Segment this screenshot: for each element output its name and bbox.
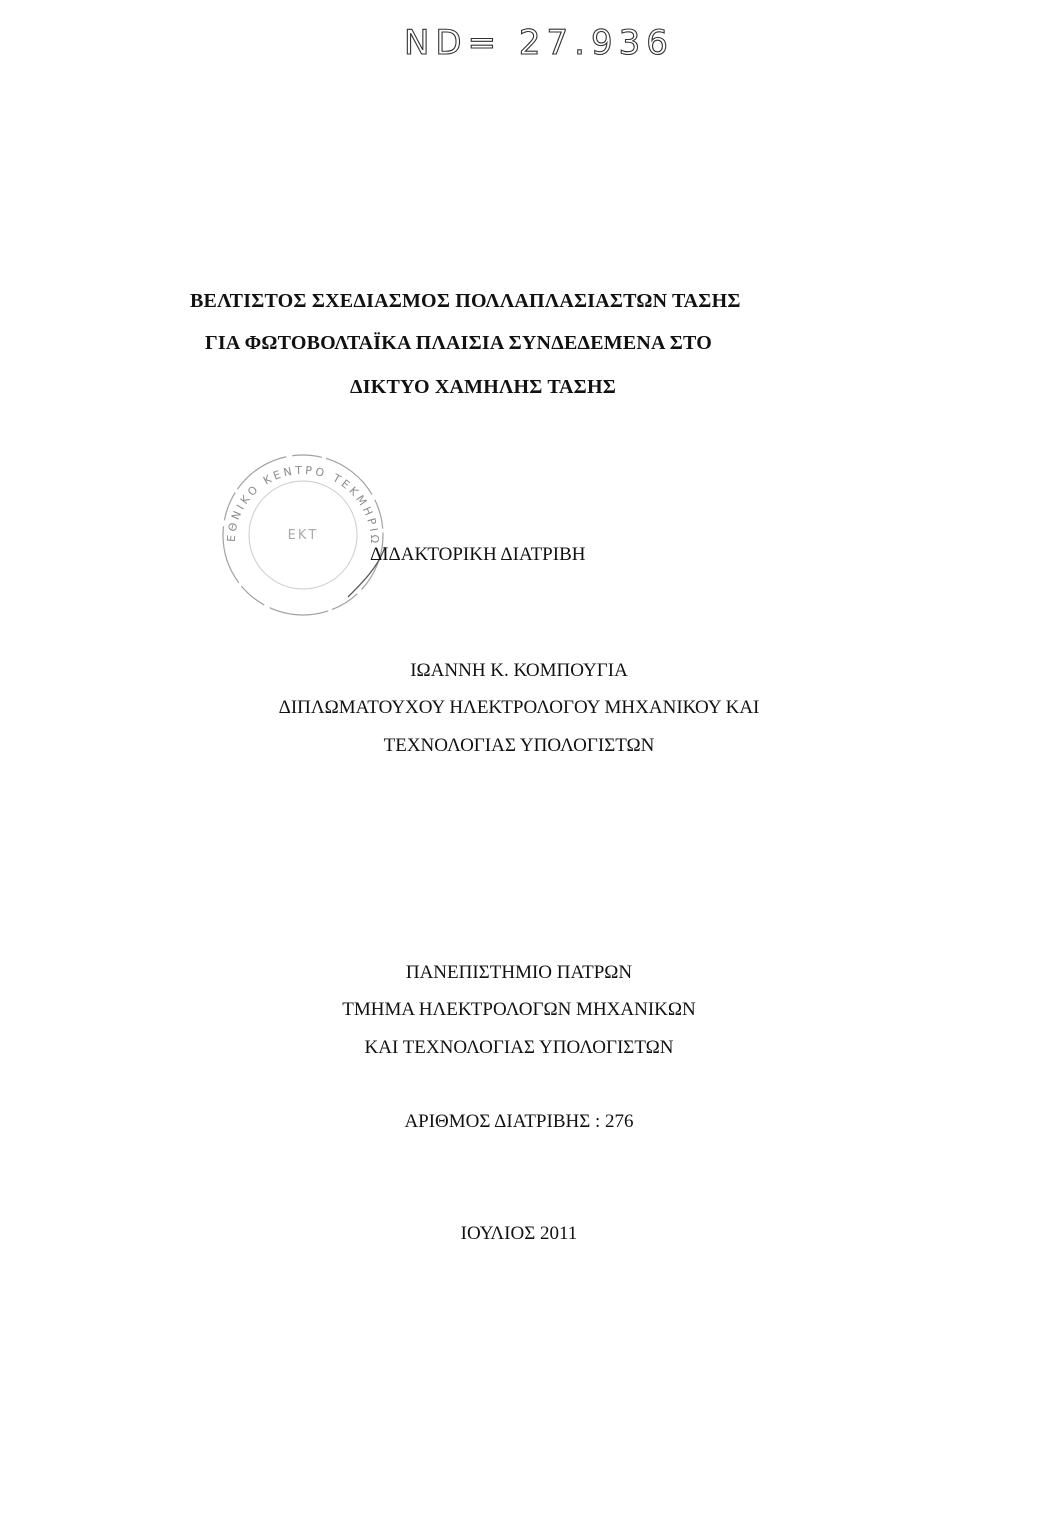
- handwritten-catalog-mark: [400, 18, 720, 68]
- stamp-seal-graphic: [213, 447, 393, 622]
- thesis-number: ΑΡΙΘΜΟΣ ΔΙΑΤΡΙΒΗΣ : 276: [404, 1111, 634, 1132]
- title-line-1: ΒΕΛΤΙΣΤΟΣ ΣΧΕΔΙΑΣΜΟΣ ΠΟΛΛΑΠΛΑΣΙΑΣΤΩΝ ΤΑΣΗΣ: [190, 290, 741, 312]
- stamp-center-text: ΕΚΤ: [287, 528, 319, 543]
- library-stamp: [213, 447, 393, 622]
- stamp-ring-text: ΕΘΝΙΚΟ ΚΕΝΤΡΟ ΤΕΚΜΗΡΙΩ: [224, 463, 382, 547]
- submission-date: ΙΟΥΛΙΟΣ 2011: [460, 1223, 578, 1244]
- handwritten-mark-drawing: [400, 18, 720, 68]
- title-line-2: ΓΙΑ ΦΩΤΟΒΟΛΤΑΪΚΑ ΠΛΑΙΣΙΑ ΣΥΝΔΕΔΕΜΕΝΑ ΣΤΟ: [205, 332, 712, 354]
- title-line-3: ΔΙΚΤΥΟ ΧΑΜΗΛΗΣ ΤΑΣΗΣ: [350, 376, 616, 398]
- department-line-2: ΚΑΙ ΤΕΧΝΟΛΟΓΙΑΣ ΥΠΟΛΟΓΙΣΤΩΝ: [364, 1037, 674, 1058]
- author-degree-line-1: ΔΙΠΛΩΜΑΤΟΥΧΟΥ ΗΛΕΚΤΡΟΛΟΓΟΥ ΜΗΧΑΝΙΚΟΥ ΚΑΙ: [278, 697, 760, 718]
- document-type: ΔΙΔΑΚΤΟΡΙΚΗ ΔΙΑΤΡΙΒΗ: [370, 544, 586, 565]
- author-name: ΙΩΑΝΝΗ Κ. ΚΟΜΠΟΥΓΙΑ: [410, 660, 628, 681]
- handwritten-mark-text: ND= 27.936: [404, 23, 674, 63]
- university-name: ΠΑΝΕΠΙΣΤΗΜΙΟ ΠΑΤΡΩΝ: [405, 962, 633, 983]
- author-degree-line-2: ΤΕΧΝΟΛΟΓΙΑΣ ΥΠΟΛΟΓΙΣΤΩΝ: [383, 735, 655, 756]
- department-line-1: ΤΜΗΜΑ ΗΛΕΚΤΡΟΛΟΓΩΝ ΜΗΧΑΝΙΚΩΝ: [342, 999, 696, 1020]
